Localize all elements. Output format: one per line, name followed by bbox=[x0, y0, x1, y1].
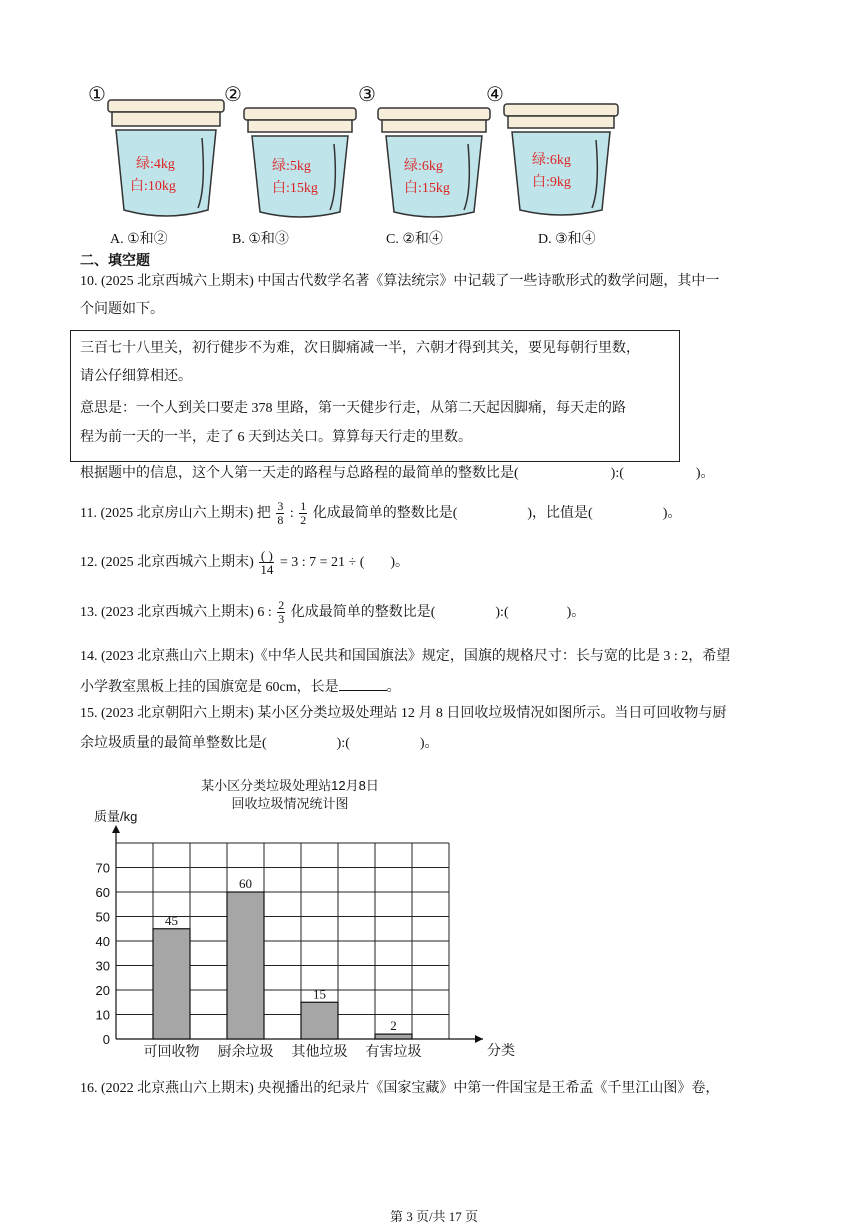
y-tick-label: 60 bbox=[95, 885, 110, 900]
option-d: D. ③和④ bbox=[538, 232, 596, 247]
bar-value-label: 2 bbox=[390, 1018, 397, 1034]
q11-fraction-2: $\frac{1}{2}$ bbox=[300, 499, 307, 528]
q10-answer bbox=[80, 464, 715, 484]
q13-text-b: 化成最简单的整数比是( bbox=[290, 605, 436, 620]
q11 bbox=[80, 498, 681, 530]
q15-line1: 15. (2023 北京朝阳六上期末) 某小区分类垃圾处理站 12 月 8 日回收垃圾情况如图所示。当日可回收物与厨 bbox=[80, 706, 727, 721]
option-a: A. ①和② bbox=[110, 232, 168, 247]
option-b: B. ①和③ bbox=[232, 232, 289, 247]
q15-line2 bbox=[80, 734, 439, 754]
bucket-green-label: 绿:6kg bbox=[532, 153, 571, 168]
q13-text: 13. (2023 北京西城六上期末) 6 : bbox=[80, 605, 272, 620]
bucket-icon bbox=[376, 106, 492, 224]
bucket-green-label: 绿:5kg bbox=[272, 159, 311, 174]
q11-text: 11. (2025 北京房山六上期末) 把 bbox=[80, 506, 271, 521]
q12-text-c: )。 bbox=[390, 555, 410, 570]
y-tick-label: 40 bbox=[95, 934, 110, 949]
q10-box-line: 意思是：一个人到关口要走 378 里路，第一天健步行走，从第二天起因脚痛，每天走的路 bbox=[80, 401, 626, 416]
chart-subtitle: 回收垃圾情况统计图 bbox=[231, 796, 349, 811]
q16-line1: 16. (2022 北京燕山六上期末) 央视播出的纪录片《国家宝藏》中第一件国宝是王希孟《千里江山图》卷， bbox=[80, 1081, 720, 1096]
x-axis-label: 分类 bbox=[487, 1042, 515, 1058]
q14-line2 bbox=[80, 676, 401, 698]
q10-answer-end: )。 bbox=[695, 466, 715, 481]
q11-text-c: )，比值是( bbox=[527, 506, 593, 521]
bar-value-label: 15 bbox=[313, 986, 326, 1002]
q10-box-line: 请公仔细算相还。 bbox=[80, 369, 192, 384]
y-tick-label: 30 bbox=[95, 958, 110, 974]
bucket-number: ① bbox=[88, 82, 106, 106]
bucket-white-label: 白:15kg bbox=[404, 181, 450, 196]
q10-box-line: 三百七十八里关，初行健步不为难，次日脚痛减一半，六朝才得到其关，要见每朝行里数， bbox=[80, 341, 640, 356]
q13 bbox=[80, 596, 585, 630]
bucket-white-label: 白:9kg bbox=[532, 175, 571, 190]
q11-text-d: )。 bbox=[662, 506, 682, 521]
q14-line2-text: 小学教室黑板上挂的国旗宽是 60cm，长是 bbox=[80, 680, 339, 695]
x-tick-label: 厨余垃圾 bbox=[217, 1043, 274, 1059]
q15-line2-text: 余垃圾质量的最简单整数比是( bbox=[80, 736, 267, 751]
bar bbox=[301, 1002, 338, 1039]
bar-chart bbox=[80, 800, 515, 1065]
q12-text-b: = 3 : 7 = 21 ÷ ( bbox=[279, 555, 365, 570]
bucket-white-label: 白:15kg bbox=[272, 181, 318, 196]
bar-value-label: 60 bbox=[239, 876, 252, 891]
q13-text-c: ):( bbox=[495, 605, 509, 620]
bucket-green-label: 绿:6kg bbox=[404, 159, 443, 174]
y-tick-label: 70 bbox=[95, 860, 110, 876]
bucket-green-label: 绿:4kg bbox=[136, 157, 175, 172]
y-axis-arrow bbox=[112, 825, 120, 833]
q12-fraction: $\frac{( )}{14}$ bbox=[260, 548, 274, 578]
section-title: 二、填空题 bbox=[80, 252, 150, 268]
bucket-number: ④ bbox=[486, 82, 504, 106]
bucket-white-label: 白:10kg bbox=[130, 179, 176, 194]
q10-answer-sep: ):( bbox=[610, 466, 624, 481]
y-axis-label: 质量/kg bbox=[94, 809, 138, 824]
q10-box-line: 程为前一天的一半，走了 6 天到达关口。算算每天行走的里数。 bbox=[80, 430, 472, 445]
bucket-number: ② bbox=[224, 82, 242, 106]
q11-text-b: 化成最简单的整数比是( bbox=[312, 506, 458, 521]
q10-answer-text: 根据题中的信息，这个人第一天走的路程与总路程的最简单的整数比是( bbox=[80, 466, 519, 481]
q13-text-d: )。 bbox=[566, 605, 586, 620]
option-c: C. ②和④ bbox=[386, 232, 443, 247]
x-axis-arrow bbox=[475, 1035, 483, 1043]
y-tick-label: 20 bbox=[95, 983, 110, 998]
q12-text: 12. (2025 北京西城六上期末) bbox=[80, 555, 254, 570]
q10-line1: 10. (2025 北京西城六上期末) 中国古代数学名著《算法统宗》中记载了一些诗歌形式的数学问题，其中一 bbox=[80, 274, 720, 289]
chart-title: 某小区分类垃圾处理站12月8日 bbox=[201, 778, 379, 793]
q13-fraction: $\frac{2}{3}$ bbox=[278, 598, 285, 627]
bucket-number: ③ bbox=[358, 82, 376, 106]
page-footer: 第 3 页/共 17 页 bbox=[389, 1209, 479, 1224]
bar bbox=[153, 929, 190, 1039]
bucket-icon bbox=[502, 102, 620, 222]
q15-line2-end: )。 bbox=[419, 736, 439, 751]
bar-value-label: 45 bbox=[165, 912, 178, 928]
q14-line2-end: 。 bbox=[386, 680, 401, 695]
x-tick-label: 有害垃圾 bbox=[365, 1043, 422, 1059]
y-tick-label: 50 bbox=[95, 909, 110, 925]
x-tick-label: 其他垃圾 bbox=[291, 1043, 348, 1059]
q12 bbox=[80, 545, 409, 581]
q14-line1: 14. (2023 北京燕山六上期末)《中华人民共和国国旗法》规定，国旗的规格尺寸：长与宽的比是 3 : 2，希望 bbox=[80, 649, 731, 664]
bar bbox=[375, 1034, 412, 1039]
y-tick-label: 0 bbox=[102, 1032, 110, 1047]
bucket-icon bbox=[106, 98, 226, 222]
q15-line2-sep: ):( bbox=[336, 736, 350, 751]
q11-fraction-1: $\frac{3}{8}$ bbox=[277, 499, 284, 528]
q11-colon: : bbox=[289, 506, 294, 521]
bar bbox=[227, 892, 264, 1039]
y-tick-label: 10 bbox=[95, 1007, 110, 1023]
x-tick-label: 可回收物 bbox=[143, 1043, 200, 1059]
bucket-icon bbox=[242, 106, 358, 224]
q10-line2: 个问题如下。 bbox=[80, 302, 164, 317]
